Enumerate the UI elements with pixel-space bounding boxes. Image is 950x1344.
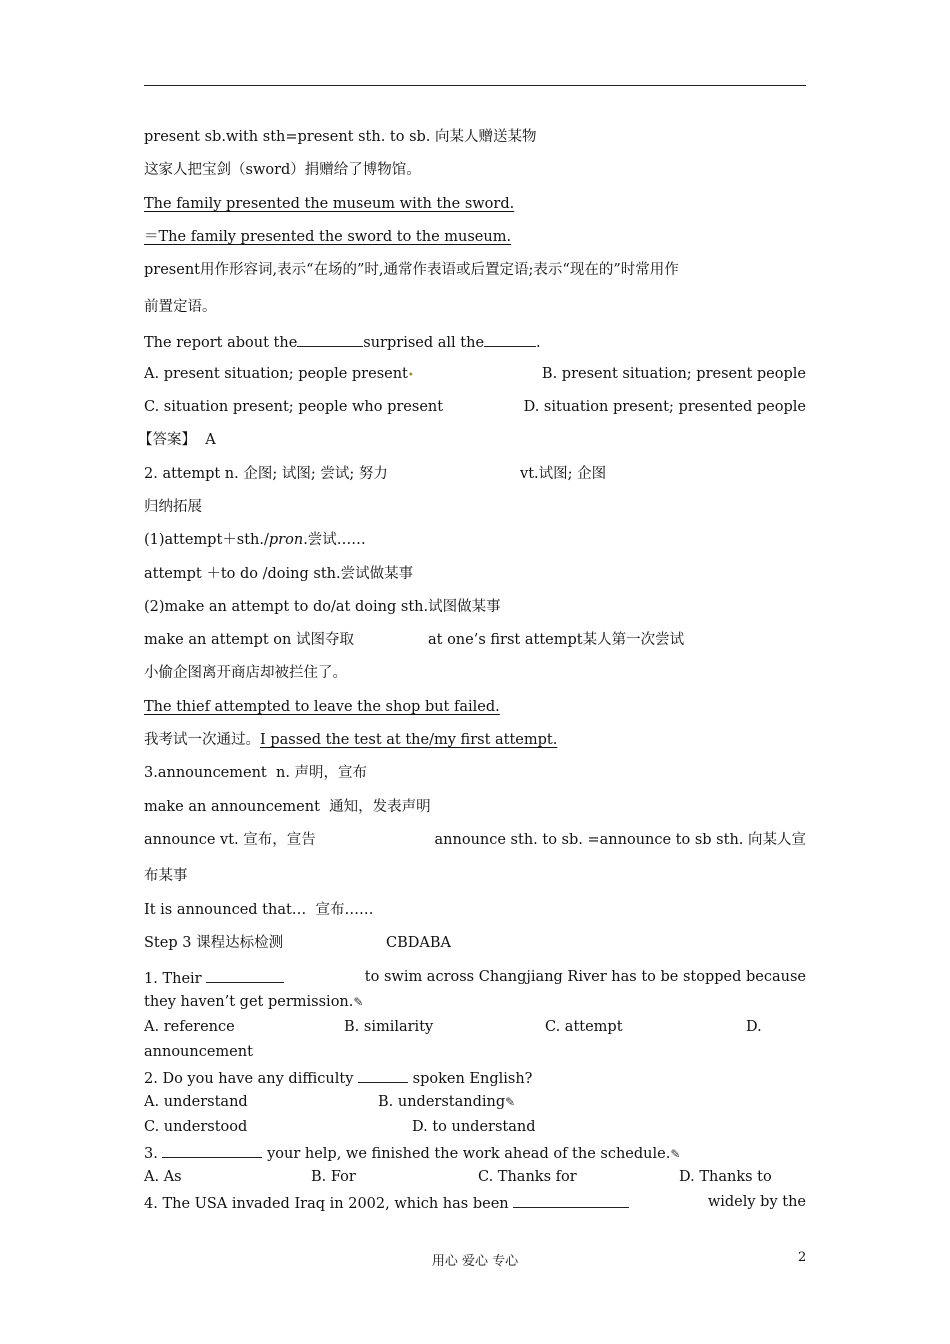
example-sentence: I passed the test at the/my first attempt. bbox=[260, 732, 558, 748]
text-span: widely by the bbox=[707, 1194, 806, 1210]
text-line: vt.试图; 企图 bbox=[520, 466, 607, 482]
option-line bbox=[144, 398, 806, 416]
answer-blank bbox=[484, 332, 536, 347]
option-b: B. For bbox=[311, 1169, 356, 1185]
text-span: 我考试一次通过。 bbox=[144, 732, 260, 748]
answer-line: 【答案】 A bbox=[138, 432, 216, 448]
example-sentence: The family presented the museum with the sword. bbox=[144, 196, 515, 212]
question-line bbox=[144, 993, 363, 1011]
text-line: 2. attempt n. 企图; 试图; 尝试; 努力 bbox=[144, 466, 388, 482]
question-line bbox=[144, 332, 541, 352]
text-span: B. understanding bbox=[378, 1094, 506, 1110]
answer-key: CBDABA bbox=[386, 935, 451, 951]
text-line bbox=[144, 261, 806, 279]
text-span: spoken English? bbox=[412, 1071, 533, 1087]
option-c: C. attempt bbox=[545, 1019, 623, 1035]
option-d-continued: announcement bbox=[144, 1044, 253, 1060]
answer-blank bbox=[206, 968, 284, 983]
text-line bbox=[144, 831, 806, 849]
text-span: surprised all the bbox=[363, 335, 485, 351]
text-span: A. present situation; people present bbox=[144, 366, 408, 382]
question-line bbox=[144, 1143, 680, 1163]
example-sentence: ＝The family presented the sword to the museum. bbox=[144, 229, 512, 245]
option-a: A. As bbox=[144, 1169, 182, 1185]
example-sentence: The thief attempted to leave the shop but failed. bbox=[144, 699, 500, 715]
answer-blank bbox=[162, 1143, 262, 1158]
option-a bbox=[144, 365, 414, 385]
option-b: B. present situation; present people bbox=[541, 366, 806, 382]
text-span: 4. The USA invaded Iraq in 2002, which has been bbox=[144, 1196, 509, 1212]
option-d: D. bbox=[746, 1019, 762, 1035]
text-line: 布某事 bbox=[144, 868, 188, 884]
answer-blank bbox=[358, 1068, 408, 1083]
section-heading: 归纳拓展 bbox=[144, 499, 202, 515]
option-d: D. situation present; presented people bbox=[523, 399, 806, 415]
option-a: A. understand bbox=[144, 1094, 248, 1110]
option-c: C. Thanks for bbox=[478, 1169, 577, 1185]
page-number: 2 bbox=[798, 1250, 807, 1265]
text-line: (2)make an attempt to do/at doing sth.试图做某事 bbox=[144, 599, 501, 615]
option-d: D. Thanks to bbox=[679, 1169, 772, 1185]
option-b: B. similarity bbox=[344, 1019, 434, 1035]
mark-icon: ✎ bbox=[353, 995, 364, 1009]
text-span: pron bbox=[268, 532, 304, 548]
text-span: announce sth. to sb. =announce to sb sth. 向某人宣 bbox=[434, 832, 806, 848]
text-line: It is announced that… 宣布…… bbox=[144, 902, 374, 918]
mark-icon: ✎ bbox=[505, 1095, 516, 1109]
text-line: 3.announcement n. 声明，宣布 bbox=[144, 765, 368, 781]
text-span: 3. bbox=[144, 1146, 158, 1162]
option-b bbox=[378, 1093, 515, 1111]
text-span: your help, we finished the work ahead of the schedule. bbox=[267, 1146, 671, 1162]
text-span: they haven’t get permission. bbox=[144, 994, 354, 1010]
question-line bbox=[144, 968, 806, 988]
text-line: make an attempt on 试图夺取 bbox=[144, 632, 354, 648]
question-line bbox=[144, 1193, 806, 1213]
option-d: D. to understand bbox=[412, 1119, 536, 1135]
option-c: C. situation present; people who present bbox=[144, 399, 444, 415]
question-line bbox=[144, 1068, 532, 1088]
option-line bbox=[144, 365, 806, 385]
answer-blank bbox=[297, 332, 363, 347]
text-line: 这家人把宝剑（sword）捐赠给了博物馆。 bbox=[144, 162, 421, 178]
text-span bbox=[144, 1193, 629, 1213]
text-line: 小偷企图离开商店却被拦住了。 bbox=[144, 665, 347, 681]
text-span: 2. Do you have any difficulty bbox=[144, 1071, 354, 1087]
text-line: make an announcement 通知，发表声明 bbox=[144, 799, 431, 815]
answer-blank bbox=[513, 1193, 629, 1208]
text-span: announce vt. 宣布，宣告 bbox=[144, 832, 316, 848]
text-span: present用作形容词,表示“在场的”时,通常作表语或后置定语;表示“现在的”时常用作 bbox=[144, 262, 679, 278]
text-span: to swim across Changjiang River has to be stopped because bbox=[364, 969, 806, 985]
text-line: present sb.with sth=present sth. to sb. 向某人赠送某物 bbox=[144, 129, 537, 145]
text-line: at one’s first attempt某人第一次尝试 bbox=[428, 632, 685, 648]
text-span: .尝试…… bbox=[303, 532, 366, 548]
text-line: 前置定语。 bbox=[144, 299, 217, 315]
page-footer: 用心 爱心 专心 bbox=[431, 1254, 519, 1269]
text-line: attempt ＋to do /doing sth.尝试做某事 bbox=[144, 566, 414, 582]
header-rule bbox=[144, 85, 806, 86]
mark-dot: • bbox=[407, 370, 414, 381]
text-span: . bbox=[536, 335, 541, 351]
mark-icon: ✎ bbox=[670, 1147, 681, 1161]
text-span: The report about the bbox=[144, 335, 298, 351]
option-a: A. reference bbox=[144, 1019, 235, 1035]
option-c: C. understood bbox=[144, 1119, 248, 1135]
text-line bbox=[144, 531, 366, 549]
text-span: 1. Their bbox=[144, 971, 202, 987]
step-heading: Step 3 课程达标检测 bbox=[144, 935, 284, 951]
text-span: (1)attempt＋sth./ bbox=[144, 532, 269, 548]
text-span bbox=[144, 968, 284, 988]
text-line bbox=[144, 731, 557, 749]
